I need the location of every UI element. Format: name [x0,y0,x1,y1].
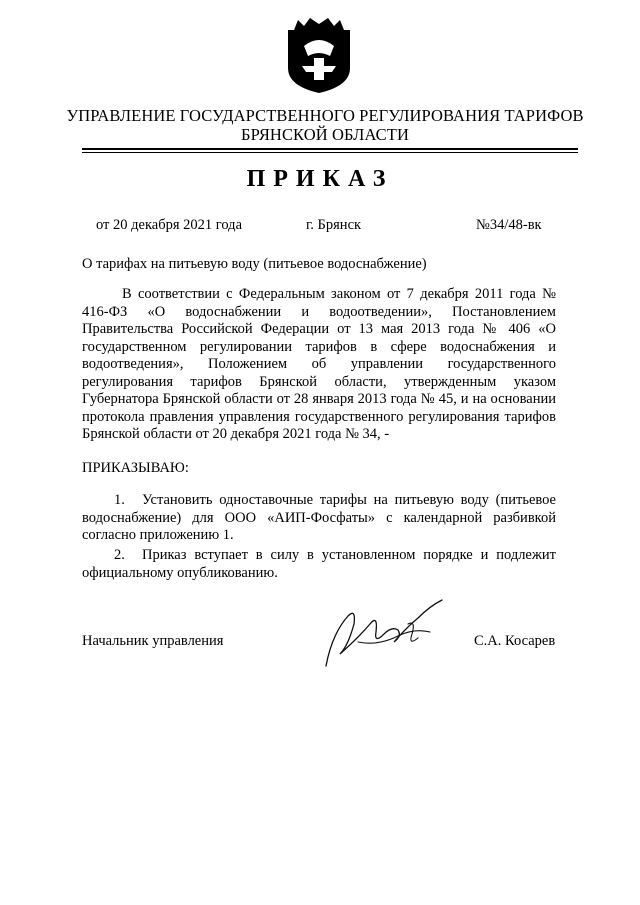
order-item-1 [82,492,556,545]
order-item-2 [82,547,556,582]
document-number: №34/48-вк [476,217,542,233]
signatory-position: Начальник управления [82,633,224,649]
organization-name-line-2: БРЯНСКОЙ ОБЛАСТИ [241,125,409,144]
document-date: от 20 декабря 2021 года [96,217,242,233]
header-divider-thin [82,152,578,153]
order-item-text: Приказ вступает в силу в установленном порядке и подлежит официальному опубликованию. [82,547,556,581]
signatory-name: С.А. Косарев [474,633,556,649]
document-subject: О тарифах на питьевую воду (питьевое водоснабжение) [82,256,427,272]
coat-of-arms-icon [284,16,354,94]
order-item-number: 1. [114,492,125,508]
preamble-paragraph: В соответствии с Федеральным законом от 7 декабря 2011 года № 416-ФЗ «О водоснабжении и водоотведении», Постановлением Правительства Российской Федерации от 13 мая 2013 года № 406 «О государственном регулировании тарифов в сфере водоснабжения и водоотведения», Положением об управлении государственного регулирования тарифов Брянской области, утвержденным указом Губернатора Брянской области от 28 января 2013 года № 45, и на основании протокола правления управления государственного регулирования тарифов Брянской области от 20 декабря 2021 года № 34, - [82,286,556,442]
handwritten-signature-icon [318,594,458,674]
document-city: г. Брянск [306,217,362,233]
document-title: ПРИКАЗ [246,166,394,192]
header-divider-thick [82,148,578,150]
order-heading: ПРИКАЗЫВАЮ: [82,460,189,476]
organization-name-line-1: УПРАВЛЕНИЕ ГОСУДАРСТВЕННОГО РЕГУЛИРОВАНИЯ ТАРИФОВ [66,106,584,125]
order-item-text: Установить одноставочные тарифы на питьевую воду (питьевое водоснабжение) для ООО «АИП-Фосфаты» с календарной разбивкой согласно приложению 1. [82,492,556,543]
order-item-number: 2. [114,547,125,563]
